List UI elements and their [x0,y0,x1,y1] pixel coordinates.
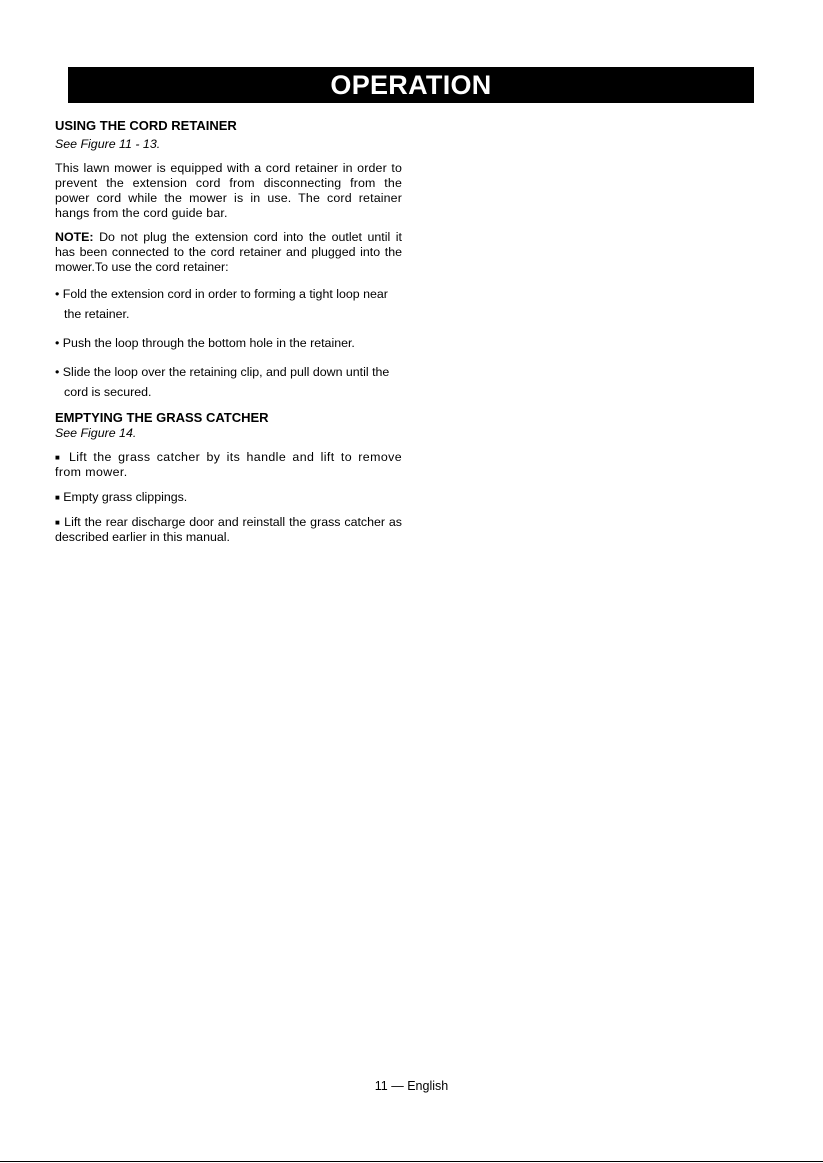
bullet-dot-icon: • [55,287,60,301]
bullet-dot-icon: • [55,336,60,350]
cord-step-3 [55,362,402,402]
page-footer [0,1079,823,1094]
note-text: Do not plug the extension cord into the outlet until it has been connected to the cord retainer and plugged into the mower.To use the cord retainer: [55,230,402,274]
square-bullet-icon: ■ [55,518,61,527]
section-header-bar [68,67,754,103]
catcher-step-text: Lift the grass catcher by its handle and lift to remove from mower. [55,450,402,479]
page-number-label: 11 — English [374,1079,449,1093]
square-bullet-icon: ■ [55,453,63,462]
catcher-step-3 [55,515,402,545]
square-bullet-icon: ■ [55,493,60,502]
cord-retainer-note [55,230,402,275]
catcher-step-2 [55,490,402,505]
section-title: OPERATION [330,70,492,100]
cord-step-1 [55,284,402,324]
grass-catcher-heading: EMPTYING THE GRASS CATCHER [55,410,269,425]
cord-step-text: Fold the extension cord in order to forming a tight loop near the retainer. [62,287,388,321]
catcher-step-text: Lift the rear discharge door and reinstall the grass catcher as described earlier in this manual. [55,515,402,544]
bullet-dot-icon: • [55,365,60,379]
cord-retainer-heading: USING THE CORD RETAINER [55,118,237,133]
note-label: NOTE: [55,230,94,244]
grass-catcher-figure-ref: See Figure 14. [55,426,137,440]
catcher-step-1 [55,450,402,480]
cord-retainer-figure-ref: See Figure 11 - 13. [55,137,161,151]
catcher-step-text: Empty grass clippings. [63,490,188,504]
cord-retainer-intro: This lawn mower is equipped with a cord retainer in order to prevent the extension cord from disconnecting from the power cord while the mower is in use. The cord retainer hangs from the cord guide bar. [55,161,402,220]
cord-step-text: Slide the loop over the retaining clip, and pull down until the cord is secured. [62,365,390,399]
cord-step-2 [55,333,402,353]
cord-step-text: Push the loop through the bottom hole in the retainer. [62,336,355,350]
bottom-divider [0,1161,823,1162]
main-column [55,118,402,545]
